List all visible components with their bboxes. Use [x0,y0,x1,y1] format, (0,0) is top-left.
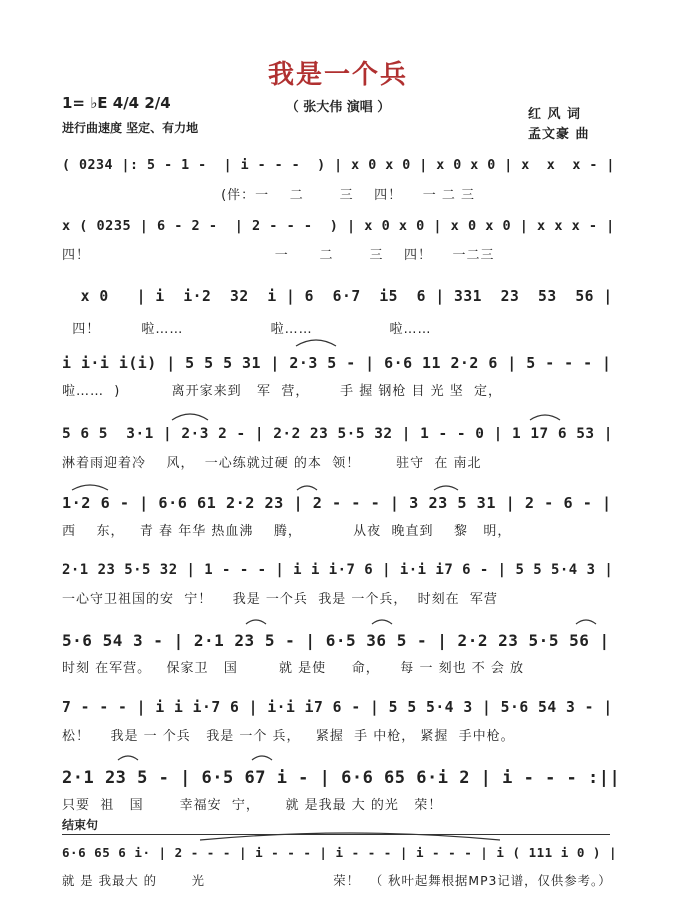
lyric-line: 只要 祖 国 幸福安 宁， 就 是我最 大 的光 荣！ [62,798,443,813]
lyric-line: (伴：一 二 三 四！ 一 二 三 [62,188,475,203]
lyric-line: 四！ 一 二 三 四！ 一二三 [62,248,495,263]
lyric-line: 就 是 我最大 的 光 荣！ （ 秋叶起舞根据MP3记谱，仅供参考。） [62,874,612,888]
tempo-marking: 进行曲速度 坚定、有力地 [62,121,199,135]
lyric-line: 啦…… ) 离开家来到 军 营， 手 握 钢枪 目 光 坚 定， [62,384,503,399]
slur-mark [297,486,317,490]
lyric-line: 松！ 我是 一 个兵 我是 一个 兵， 紧握 手 中枪， 紧握 手中枪。 [62,729,515,744]
notation-line: 1·2 6 - | 6·6 61 2·2 23 | 2 - - - | 3 23 5 31 | 2 - 6 - | [62,494,612,512]
singer-line: （ 张大伟 演唱 ） [285,100,391,115]
key-signature: 1= ♭E 4/4 2/4 [62,94,171,112]
tie-mark [200,833,500,840]
slur-mark [576,620,596,624]
notation-line: ( 0234 |: 5 - 1 - | i - - - ) | x 0 x 0 | x 0 x 0 | x x x - | [62,158,615,173]
notation-line: 2·1 23 5·5 32 | 1 - - - | i i i·7 6 | i·i i7 6 - | 5 5 5·4 3 | [62,562,614,578]
lyric-line: 一心守卫祖国的安 宁！ 我是 一个兵 我是 一个兵， 时刻在 军营 [62,592,498,607]
ending-label: 结束句 [62,818,99,832]
slur-mark [72,485,108,490]
lyricist-credit: 红 风 词 [528,107,582,122]
composer-credit: 孟文豪 曲 [528,127,590,142]
slur-mark [372,620,392,624]
notation-line: i i·i i(i) | 5 5 5 31 | 2·3 5 - | 6·6 11 2·2 6 | 5 - - - | [62,354,612,372]
slur-mark [172,414,208,420]
song-title: 我是一个兵 [267,60,408,90]
lyric-line: 四！ 啦…… 啦…… 啦…… [62,322,432,337]
notation-line: x ( 0235 | 6 - 2 - | 2 - - - ) | x 0 x 0 | x 0 x 0 | x x x - | [62,218,615,234]
notation-line: x 0 | i i·2 32 i | 6 6·7 i5 6 | 331 23 53 56 | [62,288,613,305]
notation-line: 5·6 54 3 - | 2·1 23 5 - | 6·5 36 5 - | 2·2 23 5·5 56 | [62,631,610,650]
notation-line: 2·1 23 5 - | 6·5 67 i - | 6·6 65 6·i 2 | i - - - :|| [62,768,621,788]
notation-line: 7 - - - | i i i·7 6 | i·i i7 6 - | 5 5 5·4 3 | 5·6 54 3 - | [62,699,613,716]
slur-mark [252,756,272,760]
slur-mark [530,415,560,420]
slur-mark [434,486,458,490]
notation-line: 6·6 65 6 i· | 2 - - - | i - - - | i - - - | i - - - | i ( 111 i 0 ) | [62,845,618,860]
lyric-line: 西 东， 青 春 年华 热血沸 腾， 从夜 晚直到 黎 明， [62,524,512,539]
notation-line: 5 6 5 3·1 | 2·3 2 - | 2·2 23 5·5 32 | 1 - - 0 | 1 17 6 53 | [62,426,613,442]
slur-mark [296,340,336,346]
lyric-line: 时刻 在军营。 保家卫 国 就 是使 命， 每 一 刻也 不 会 放 [62,661,524,676]
slur-mark [246,620,266,624]
slur-mark [118,756,138,760]
lyric-line: 淋着雨迎着冷 风， 一心练就过硬 的本 领！ 驻守 在 南北 [62,456,482,471]
